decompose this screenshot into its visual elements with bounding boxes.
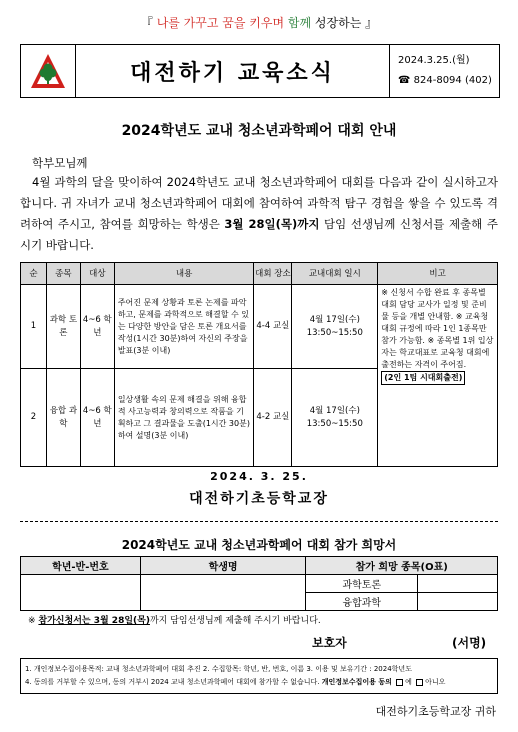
option-mark-debate[interactable] — [418, 575, 498, 593]
recipient-footer: 대전하기초등학교장 귀하 — [375, 705, 496, 718]
row-place: 4-2 교실 — [254, 369, 292, 467]
slogan-part2: 꿈을 키우며 — [222, 16, 285, 30]
row-datetime — [292, 285, 378, 369]
submission-notice — [28, 613, 321, 626]
col-header-target: 대상 — [80, 263, 114, 285]
row-datetime — [292, 369, 378, 467]
app-header-choice: 참가 희망 종목(O표) — [306, 557, 498, 575]
application-header-row — [21, 557, 498, 575]
application-form — [20, 556, 498, 611]
consent-yes-label: 예 — [405, 678, 412, 686]
signature-date: 2024. 3. 25. — [210, 470, 308, 483]
body-text-after: 담임 선생님께 신청서를 제출해 주시기 바랍니다. — [20, 217, 498, 252]
row-no: 1 — [21, 285, 47, 369]
guardian-sign-field[interactable]: (서명) — [452, 636, 487, 650]
deadline-highlight: 3월 28일(목)까지 — [224, 217, 320, 231]
slogan-part3: 함께 — [287, 16, 312, 30]
slogan-part4: 성장하는 — [314, 16, 362, 30]
issue-date: 2024.3.25.(월) — [398, 55, 470, 66]
option-label-debate: 과학토론 — [306, 575, 418, 593]
row-place: 4-4 교실 — [254, 285, 292, 369]
newsletter-title: 대전하기 교육소식 — [76, 44, 390, 98]
row-date: 4월 17일(수) — [309, 405, 360, 416]
row-no: 2 — [21, 369, 47, 467]
newsletter-header — [20, 44, 500, 98]
row-content: 일상생활 속의 문제 해결을 위해 융합적 사고능력과 창의력으로 작품을 기획하고 그 결과물을 도출(1시간 30분)하여 설명(3분 이내) — [114, 369, 254, 467]
col-header-no: 순 — [21, 263, 47, 285]
privacy-line2-row — [25, 676, 493, 689]
issue-info — [390, 44, 500, 98]
col-header-datetime: 교내대회 일시 — [292, 263, 378, 285]
row-target: 4~6 학년 — [80, 285, 114, 369]
privacy-consent-box — [20, 658, 498, 694]
app-header-student: 학생명 — [140, 557, 306, 575]
app-header-class: 학년-반-번호 — [21, 557, 141, 575]
slogan-part1: 나를 가꾸고 — [156, 16, 219, 30]
note-text: ※ 신청서 수합 완료 후 종목별 대회 담당 교사가 일정 및 준비물 등을 개별 안내함. ※ 교육청 대회 규정에 따라 1인 1종목만 참가 가능함. ※ 종목별 1위 입상자는 학교대표로 교육청 대회에 출전하는 자격이 주어짐. — [381, 288, 494, 369]
option-label-convergence: 융합과학 — [306, 593, 418, 611]
consent-no-checkbox[interactable] — [416, 679, 423, 686]
col-header-place: 대회 장소 — [254, 263, 292, 285]
row-category: 과학 토론 — [46, 285, 80, 369]
row-category: 융합 과학 — [46, 369, 80, 467]
row-time: 13:50~15:50 — [306, 418, 363, 429]
greeting: 학부모님께 — [32, 156, 88, 170]
event-table — [20, 262, 498, 467]
guardian-label: 보호자 — [312, 636, 347, 650]
row-note — [378, 285, 498, 467]
option-mark-convergence[interactable] — [418, 593, 498, 611]
application-row — [21, 575, 498, 593]
privacy-line2: 4. 동의를 거부할 수 있으며, 동의 거부시 2024 교내 청소년과학페어 대회에 참가할 수 없습니다. — [25, 678, 320, 686]
note-team-rule: (2인 1팀 시대회출전) — [381, 371, 465, 385]
body-text-before: 4월 과학의 달을 맞이하여 2024학년도 교내 청소년과학페어 대회를 다음과 같이 실시하고자 합니다. 귀 자녀가 교내 청소년과학페어 대회에 참여하여 과학적 탐구 경험을 쌓을 수 있도록 격려하여 주시고, 참여를 희망하는 학생은 — [20, 175, 498, 231]
school-clover-emblem-icon — [28, 51, 68, 91]
cut-line — [20, 521, 498, 522]
notice-text: 까지 담임선생님께 제출해 주시기 바랍니다. — [149, 616, 321, 626]
col-header-content: 내용 — [114, 263, 254, 285]
class-number-field[interactable] — [21, 575, 141, 611]
table-row — [21, 285, 498, 369]
application-title: 2024학년도 교내 청소년과학페어 대회 참가 희망서 — [121, 538, 397, 552]
consent-label: 개인정보수집이용 동의 — [321, 678, 392, 686]
col-header-note: 비고 — [378, 263, 498, 285]
slogan-open-quote: 『 — [140, 16, 153, 30]
slogan-close-quote: 』 — [365, 16, 378, 30]
consent-yes-checkbox[interactable] — [396, 679, 403, 686]
notice-deadline: 참가신청서는 3월 28일(목) — [38, 616, 150, 626]
col-header-category: 종목 — [46, 263, 80, 285]
row-time: 13:50~15:50 — [306, 327, 363, 338]
row-target: 4~6 학년 — [80, 369, 114, 467]
page-title: 2024학년도 교내 청소년과학페어 대회 안내 — [121, 123, 397, 139]
event-table-header — [21, 263, 498, 285]
consent-no-label: 아니오 — [425, 678, 446, 686]
logo-box — [20, 44, 76, 98]
privacy-line1: 1. 개인정보수집이용목적: 교내 청소년과학페어 대회 추진 2. 수집항목: 학년, 반, 번호, 이름 3. 이용 및 보유기간 : 2024학년도 — [25, 665, 412, 673]
row-date: 4월 17일(수) — [309, 314, 360, 325]
principal-name: 대전하기초등학교장 — [189, 491, 329, 507]
contact-phone: ☎ 824-8094 (402) — [398, 75, 492, 86]
school-slogan — [0, 14, 518, 31]
student-name-field[interactable] — [140, 575, 306, 611]
notice-mark: ※ — [28, 616, 36, 626]
row-content: 주어진 문제 상황과 토론 논제를 파악하고, 문제를 과학적으로 해결할 수 있는 다양한 방안을 담은 토론 개요서를 작성(1시간 30분)하여 자신의 주장을 발표(3분 이내) — [114, 285, 254, 369]
body-paragraph — [20, 172, 498, 256]
